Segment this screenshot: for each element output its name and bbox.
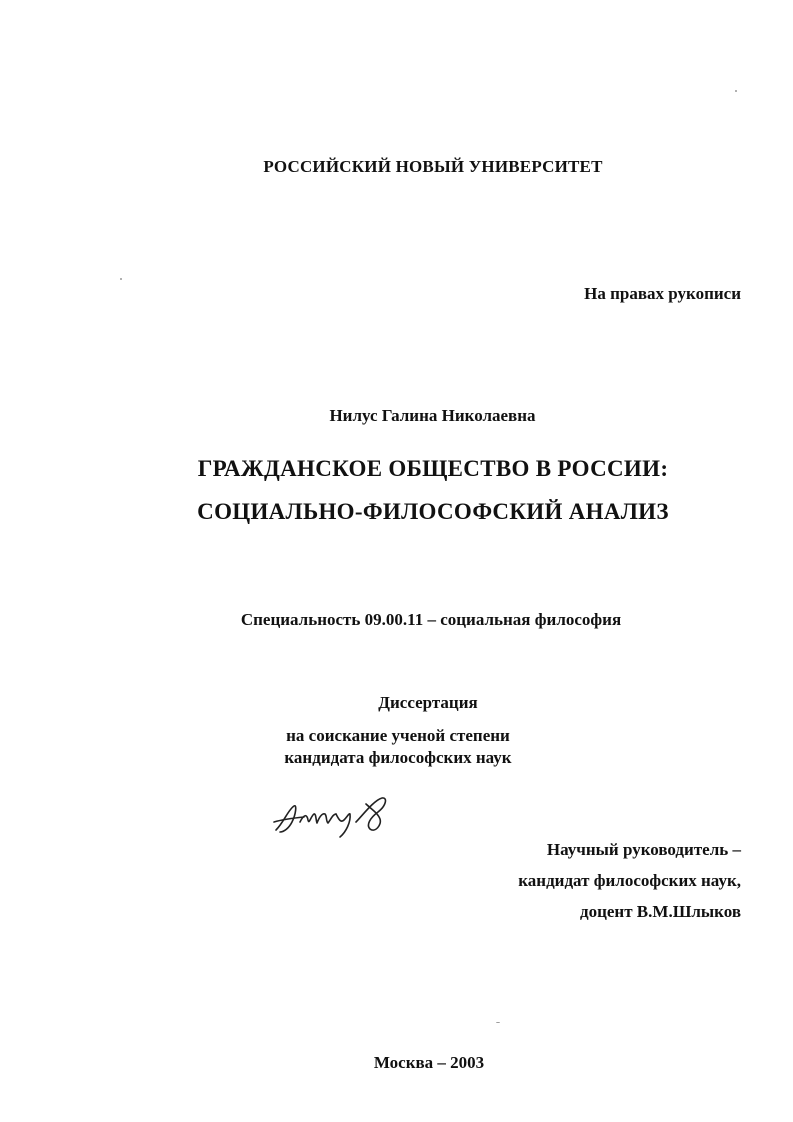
scan-speck: [735, 90, 737, 92]
city-year: Москва – 2003: [373, 1053, 485, 1072]
advisor-role: Научный руководитель –: [546, 840, 741, 859]
author-name: Нилус Галина Николаевна: [329, 406, 536, 425]
scan-speck: [120, 278, 122, 280]
dissertation-title-line-2: СОЦИАЛЬНО-ФИЛОСОФСКИЙ АНАЛИЗ: [197, 499, 669, 524]
advisor-degree: кандидат философских наук,: [518, 871, 741, 890]
degree-purpose-line-2: кандидата философских наук: [284, 748, 512, 767]
dissertation-title-line-1: ГРАЖДАНСКОЕ ОБЩЕСТВО В РОССИИ:: [197, 456, 669, 481]
degree-purpose-line-1: на соискание ученой степени: [286, 726, 510, 745]
dissertation-type: Диссертация: [378, 693, 478, 712]
advisor-name: доцент В.М.Шлыков: [579, 902, 741, 921]
manuscript-note: На правах рукописи: [584, 284, 741, 303]
specialty-line: Специальность 09.00.11 – социальная философия: [240, 610, 622, 629]
signature-icon: [270, 792, 395, 842]
university-name: РОССИЙСКИЙ НОВЫЙ УНИВЕРСИТЕТ: [263, 157, 603, 176]
scan-speck: [496, 1022, 500, 1023]
